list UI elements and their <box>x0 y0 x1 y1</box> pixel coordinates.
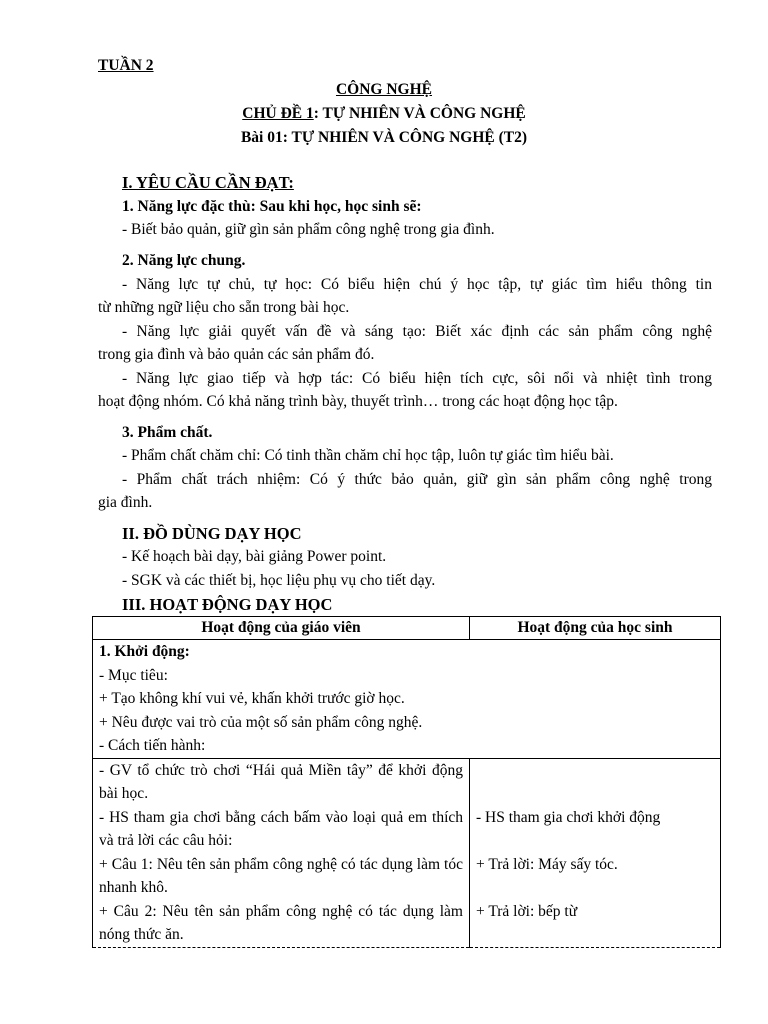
section3-heading: III. HOẠT ĐỘNG DẠY HỌC <box>122 595 333 614</box>
section2-heading: II. ĐỒ DÙNG DẠY HỌC <box>122 524 302 543</box>
table-row-warmup <box>93 640 721 759</box>
student-column-header: Hoạt động của học sinh <box>470 617 721 640</box>
section1-sub2-p1-line1: - Năng lực tự chủ, tự học: Có biểu hiện chú ý học tập, tự giác tìm hiểu thông tin <box>122 276 712 293</box>
teacher-activities-cell <box>93 758 470 947</box>
student-activity-3: + Trả lời: Máy sấy tóc. <box>476 855 618 873</box>
student-activity-4: + Trả lời: bếp từ <box>476 902 578 920</box>
section1-sub2-p2-line2: trong gia đình và bảo quản các sản phẩm đó. <box>98 346 375 363</box>
warmup-heading: 1. Khởi động: <box>99 643 190 660</box>
section1-sub3-p2-line1: - Phẩm chất trách nhiệm: Có ý thức bảo quản, giữ gìn sản phẩm công nghệ trong <box>122 471 712 488</box>
warmup-cell <box>93 640 721 759</box>
section2-item2: - SGK và các thiết bị, học liệu phụ vụ cho tiết dạy. <box>122 572 436 589</box>
section1-sub2-heading: 2. Năng lực chung. <box>122 252 246 269</box>
section1-sub2-p1-line2: từ những ngữ liệu cho sẵn trong bài học. <box>98 299 350 316</box>
teacher-column-header: Hoạt động của giáo viên <box>93 617 470 640</box>
section1-sub3-p2-line2: gia đình. <box>98 494 153 511</box>
subject-title: CÔNG NGHỆ <box>335 81 433 98</box>
week-label: TUẦN 2 <box>98 57 154 74</box>
teacher-activity-1: - GV tổ chức trò chơi “Hái quả Miền tây” để khởi động bài học. <box>99 761 463 802</box>
table-header-row <box>93 617 721 640</box>
teacher-activity-2: - HS tham gia chơi bằng cách bấm vào loại quả em thích và trả lời các câu hỏi: <box>99 808 463 849</box>
warmup-line2: + Tạo không khí vui vẻ, khấn khởi trước giờ học. <box>99 690 405 707</box>
topic-title <box>0 104 768 124</box>
section1-sub3-heading: 3. Phẩm chất. <box>122 424 213 441</box>
teacher-activity-3: + Câu 1: Nêu tên sản phẩm công nghệ có tác dụng làm tóc nhanh khô. <box>99 855 463 896</box>
student-activity-2: - HS tham gia chơi khởi động <box>476 808 661 826</box>
table-row-activities <box>93 758 721 947</box>
section1-sub2-p2-line1: - Năng lực giải quyết vấn đề và sáng tạo: Biết xác định các sản phẩm công nghệ <box>122 323 712 340</box>
warmup-line3: + Nêu được vai trò của một số sản phẩm công nghệ. <box>99 713 423 731</box>
section1-sub2-p3-line2: hoạt động nhóm. Có khả năng trình bày, thuyết trình… trong các hoạt động học tập. <box>98 393 618 410</box>
topic-rest: : TỰ NHIÊN VÀ CÔNG NGHỆ <box>313 105 526 122</box>
section1-sub3-p1: - Phẩm chất chăm chỉ: Có tinh thần chăm chỉ học tập, luôn tự giác tìm hiểu bài. <box>122 447 614 464</box>
section1-sub1-heading: 1. Năng lực đặc thù: Sau khi học, học sinh sẽ: <box>122 198 422 215</box>
section1-sub2-p3-line1: - Năng lực giao tiếp và hợp tác: Có biểu hiện tích cực, sôi nổi và nhiệt tình trong <box>122 370 712 387</box>
topic-prefix: CHỦ ĐỀ 1 <box>242 105 314 122</box>
section1-sub1-item: - Biết bảo quản, giữ gìn sản phẩm công nghệ trong gia đình. <box>122 221 495 238</box>
teacher-activity-4: + Câu 2: Nêu tên sản phẩm công nghệ có tác dụng làm nóng thức ăn. <box>99 902 463 943</box>
section1-heading: I. YÊU CẦU CẦN ĐẠT: <box>122 173 294 192</box>
warmup-line1: - Mục tiêu: <box>99 666 168 684</box>
activity-table <box>92 616 721 948</box>
section2-item1: - Kế hoạch bài dạy, bài giảng Power point. <box>122 548 387 565</box>
warmup-line4: - Cách tiến hành: <box>99 737 206 754</box>
student-activities-cell <box>470 758 721 947</box>
lesson-title: Bài 01: TỰ NHIÊN VÀ CÔNG NGHỆ (T2) <box>240 129 528 146</box>
